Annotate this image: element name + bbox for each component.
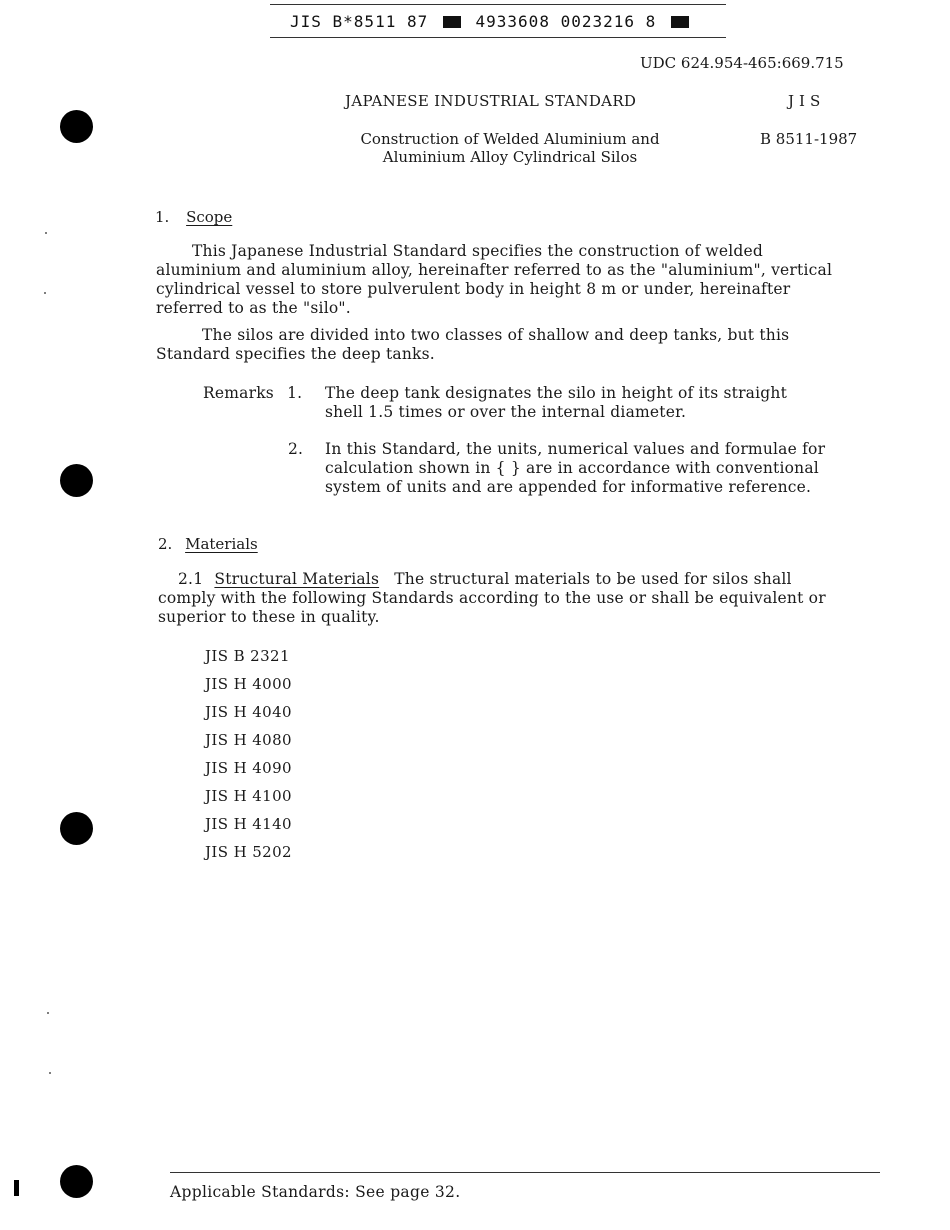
structural-materials-paragraph [158,570,838,627]
section-1-number: 1. [155,208,170,226]
standard-list-item: JIS H 4080 [205,731,293,749]
section-2-heading [158,535,258,553]
header-stamp-text [290,12,693,31]
header-stamp-left: JIS B*8511 87 [290,12,429,31]
jis-mark: JIS [788,92,826,110]
punch-hole-icon [60,110,93,143]
punch-hole-icon [60,1165,93,1198]
section-1-heading [155,208,232,226]
scope-paragraph-2: The silos are divided into two classes of shallow and deep tanks, but this Standard specifies the deep tanks. [156,326,790,363]
document-number: B 8511-1987 [760,130,858,148]
applicable-standards-list [205,646,292,870]
scope-paragraph-1: This Japanese Industrial Standard specifies the construction of welded aluminium and aluminium alloy, hereinafter referred to as the "aluminium", vertical cylindrical vessel to store pulverulent body in height 8 m or under, hereinafter referred to as the "silo". [156,242,833,317]
stamp-block-mark [671,16,689,28]
standard-type-heading: JAPANESE INDUSTRIAL STANDARD [345,92,637,110]
section-1-title: Scope [186,208,233,226]
document-title-line1: Construction of Welded Aluminium and [360,130,660,148]
header-stamp [270,4,726,38]
document-title [330,130,690,166]
standard-list-item: JIS H 4090 [205,759,293,777]
scan-edge-mark [14,1180,19,1196]
remark-1-number: 1. [287,384,303,402]
remarks-label-row [203,384,302,403]
scan-speck [45,232,47,234]
section-2-title: Materials [185,535,258,553]
remarks-label: Remarks [203,384,274,402]
subsection-text: The structural materials to be used for silos shall comply with the following Standards according to the use or shall be equivalent or superior to these in quality. [158,570,826,626]
footer-note: Applicable Standards: See page 32. [170,1183,461,1201]
standard-list-item: JIS H 4140 [205,815,293,833]
subsection-number: 2.1 [178,570,204,588]
stamp-block-mark [443,16,461,28]
standard-list-item: JIS H 4040 [205,703,293,721]
standard-list-item: JIS H 5202 [205,843,293,861]
standard-list-item: JIS H 4000 [205,675,293,693]
punch-hole-icon [60,812,93,845]
subsection-title: Structural Materials [214,570,380,588]
remark-2-number: 2. [288,440,304,458]
punch-hole-icon [60,464,93,497]
standard-list-item: JIS H 4100 [205,787,293,805]
scan-speck [49,1072,51,1074]
scan-speck [44,292,46,294]
scan-speck [47,1012,49,1014]
header-stamp-right: 4933608 0023216 8 [475,12,657,31]
footer-divider [170,1172,880,1173]
remark-1-text: The deep tank designates the silo in height of its straight shell 1.5 times or over the internal diameter. [325,384,788,421]
section-2-number: 2. [158,535,173,553]
document-title-line2: Aluminium Alloy Cylindrical Silos [382,148,638,166]
remark-2-text: In this Standard, the units, numerical values and formulae for calculation shown in { } are in accordance with conventional system of units and are appended for informative reference. [325,440,826,496]
udc-code: UDC 624.954-465:669.715 [640,54,844,72]
standard-list-item: JIS B 2321 [205,647,290,665]
